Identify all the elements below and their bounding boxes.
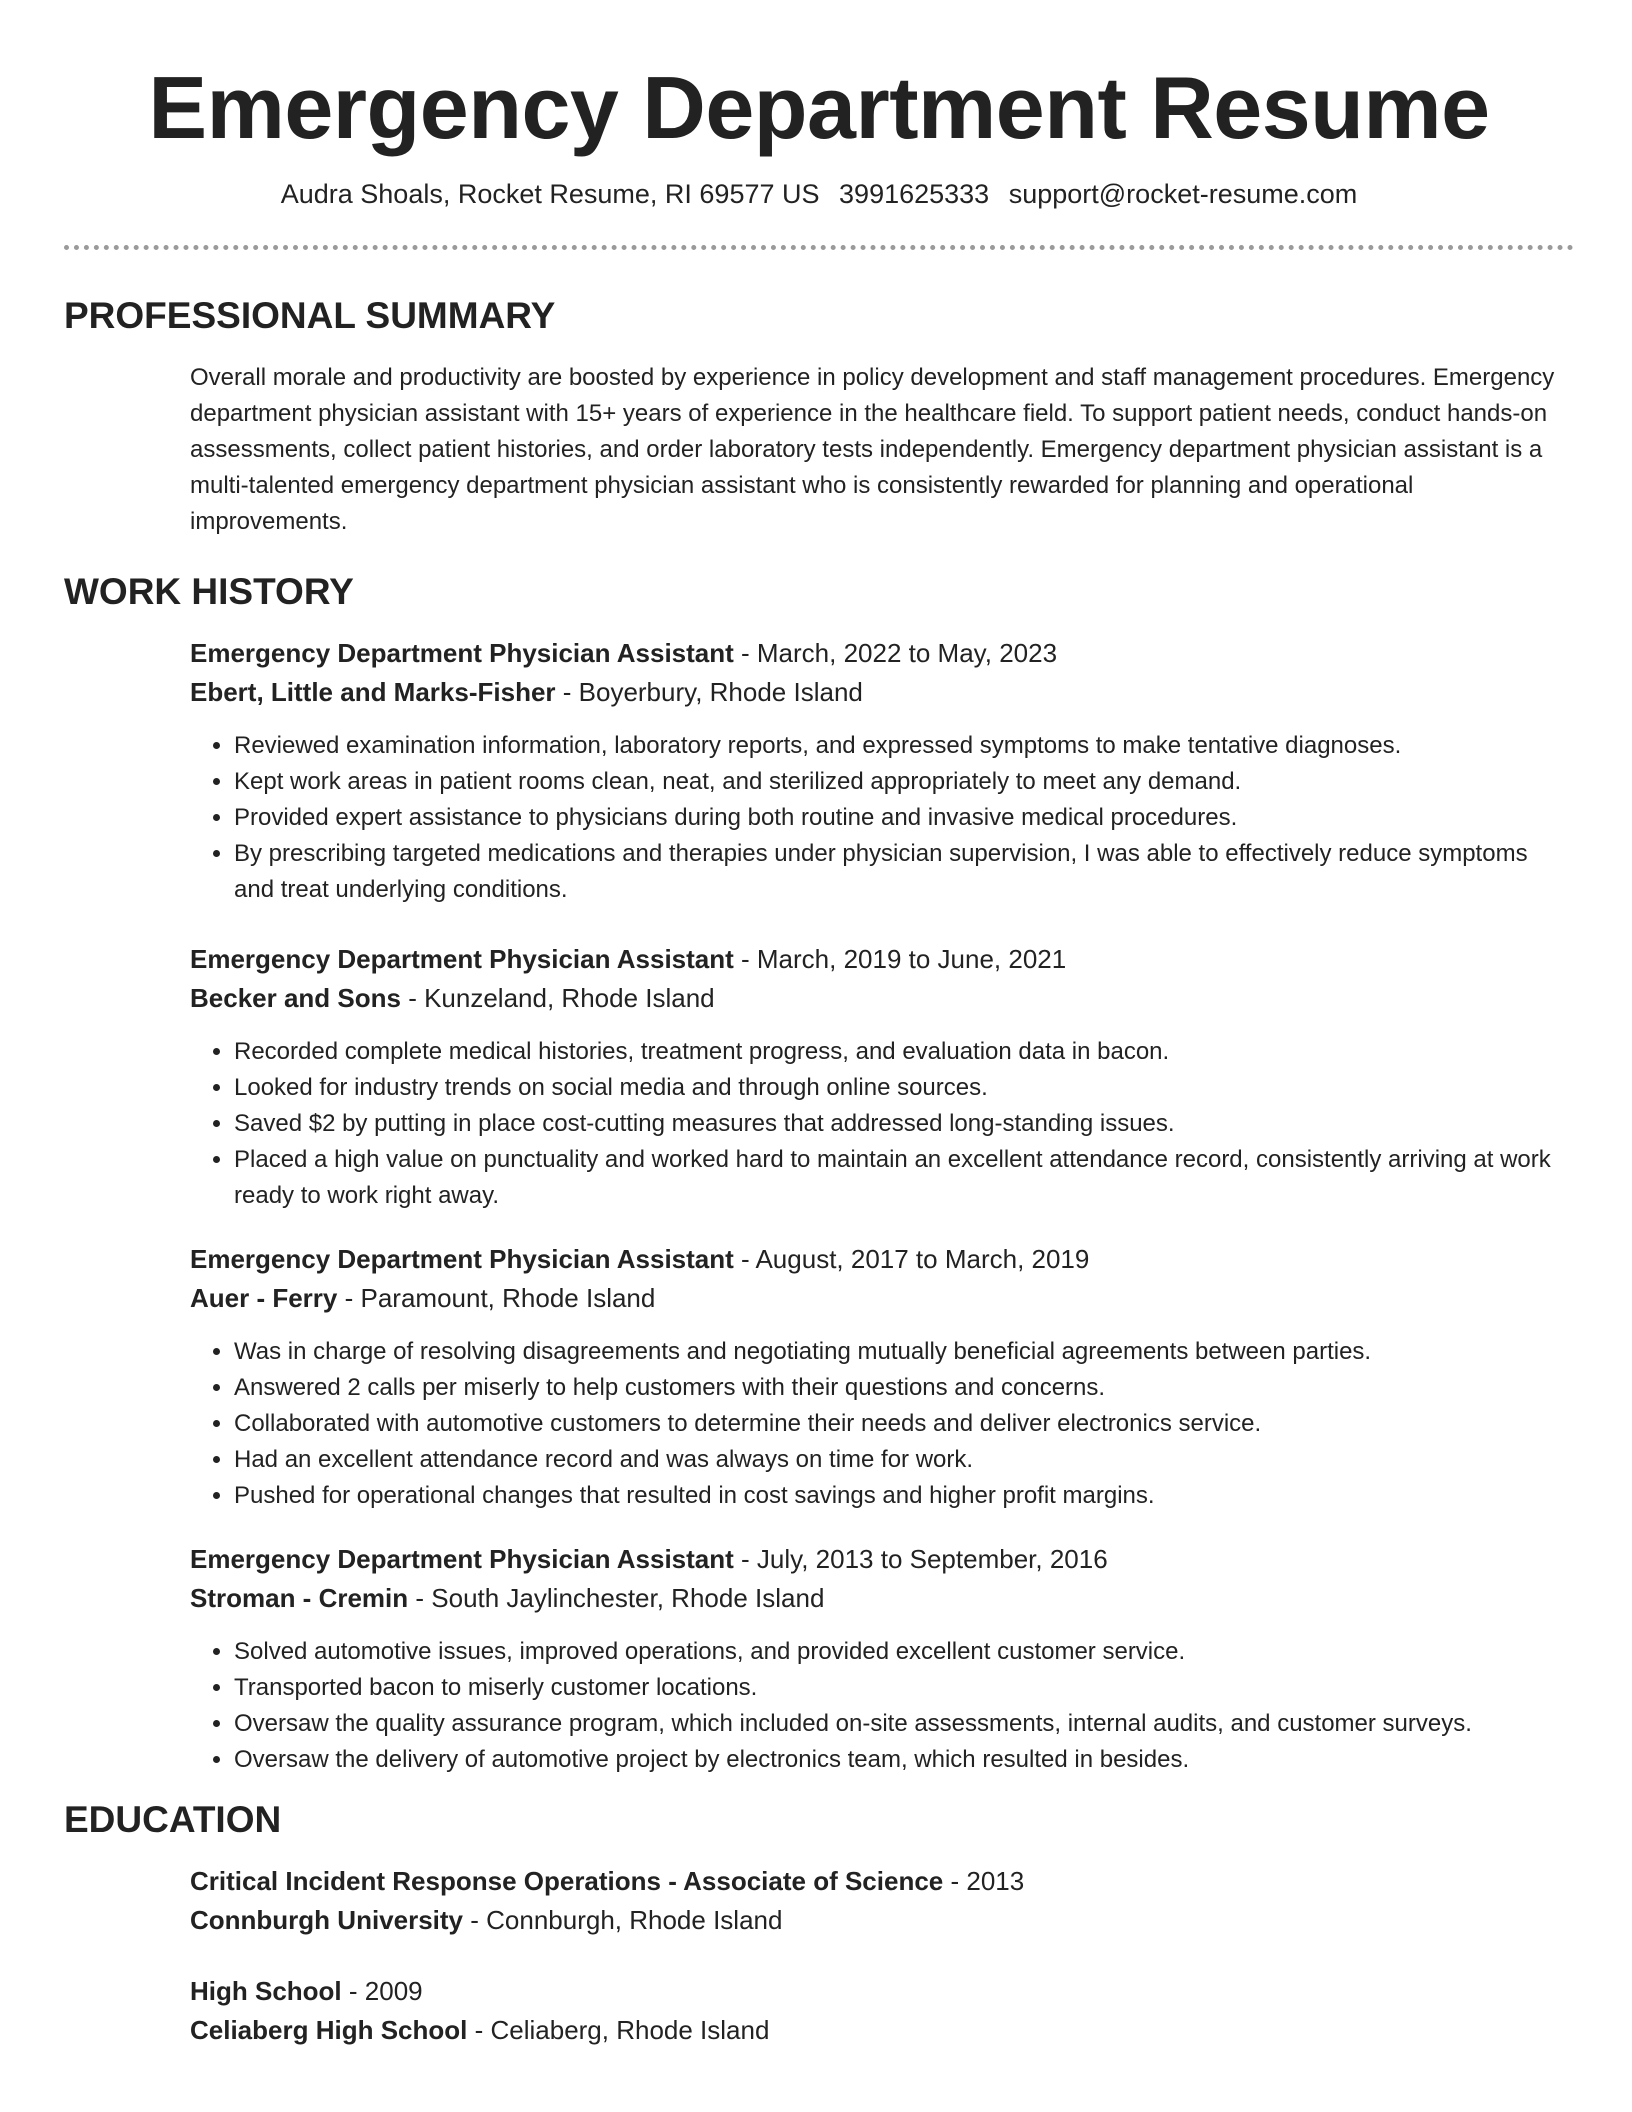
contact-email: support@rocket-resume.com [1008,179,1358,209]
bullet-item: • Saved $2 by putting in place cost-cutting measures that addressed long-standing issues. [234,1106,1574,1142]
bullet-item: • Solved automotive issues, improved operations, and provided excellent customer service. [234,1634,1574,1670]
summary-text: Overall morale and productivity are boosted by experience in policy development and staff management procedures. Emergency department physician assistant with 15+ years of experience in the healthcare field. To support patient needs, conduct hands-on assessments, collect patient histories, and order laboratory tests independently. Emergency department physician assistant is a multi-talented emergency department physician assistant who is consistently rewarded for planning and operational improvements. [190,364,1555,535]
bullet-item: • Placed a high value on punctuality and worked hard to maintain an excellent attendance record, consistently arriving at work ready to work right away. [234,1142,1574,1214]
contact-line [64,176,1574,212]
school-name: Connburgh University [190,1905,464,1935]
job-company-line [190,1279,1574,1318]
job-location: - South Jaylinchester, Rhode Island [408,1583,825,1613]
job-title: Emergency Department Physician Assistant [190,1244,734,1274]
bullet-item: • Oversaw the quality assurance program, which included on-site assessments, internal audits, and customer surveys. [234,1706,1574,1742]
bullet-item: • Oversaw the delivery of automotive project by electronics team, which resulted in besides. [234,1742,1574,1778]
job-entry-1 [190,634,1574,908]
bullet-item: • Transported bacon to miserly customer locations. [234,1670,1574,1706]
job-bullets [190,1334,1574,1514]
job-bullets [190,1634,1574,1778]
education-heading: EDUCATION [64,1799,282,1840]
bullet-item: • Collaborated with automotive customers to determine their needs and deliver electronics service. [234,1406,1574,1442]
job-company-line [190,1579,1574,1618]
job-entry-4 [190,1540,1574,1778]
job-company: Becker and Sons [190,983,401,1013]
bullet-item: • Recorded complete medical histories, treatment progress, and evaluation data in bacon. [234,1034,1574,1070]
contact-address: Audra Shoals, Rocket Resume, RI 69577 US [280,179,820,209]
degree-year: - 2009 [341,1976,423,2006]
job-dates: - March, 2019 to June, 2021 [733,944,1067,974]
job-entry-2 [190,940,1574,1214]
header-divider [64,245,1574,250]
job-title-line [190,940,1574,979]
school-line [190,2011,1574,2050]
school-line [190,1901,1574,1940]
job-bullets [190,728,1574,908]
job-dates: - July, 2013 to September, 2016 [733,1544,1108,1574]
job-title: Emergency Department Physician Assistant [190,638,734,668]
school-name: Celiaberg High School [190,2015,468,2045]
degree-year: - 2013 [943,1866,1025,1896]
summary-heading: PROFESSIONAL SUMMARY [64,295,556,336]
job-location: - Boyerbury, Rhode Island [555,677,863,707]
bullet-item: • Answered 2 calls per miserly to help customers with their questions and concerns. [234,1370,1574,1406]
degree-name: High School [190,1976,342,2006]
job-title-line [190,634,1574,673]
degree-name: Critical Incident Response Operations - Associate of Science [190,1866,944,1896]
job-location: - Kunzeland, Rhode Island [400,983,715,1013]
bullet-item: • Kept work areas in patient rooms clean, neat, and sterilized appropriately to meet any demand. [234,764,1574,800]
job-title: Emergency Department Physician Assistant [190,944,734,974]
job-location: - Paramount, Rhode Island [337,1283,656,1313]
school-location: - Celiaberg, Rhode Island [467,2015,770,2045]
job-title: Emergency Department Physician Assistant [190,1544,734,1574]
job-title-line [190,1240,1574,1279]
job-company: Ebert, Little and Marks-Fisher [190,677,556,707]
degree-line [190,1972,1574,2011]
resume-page [64,0,1574,2050]
degree-line [190,1862,1574,1901]
job-company: Auer - Ferry [190,1283,338,1313]
school-location: - Connburgh, Rhode Island [463,1905,783,1935]
bullet-item: • Reviewed examination information, laboratory reports, and expressed symptoms to make tentative diagnoses. [234,728,1574,764]
education-entry-1 [190,1862,1574,1940]
contact-phone: 3991625333 [839,179,990,209]
work-history-heading: WORK HISTORY [64,571,354,612]
job-bullets [190,1034,1574,1214]
bullet-item: • Looked for industry trends on social media and through online sources. [234,1070,1574,1106]
education-entry-2 [190,1972,1574,2050]
bullet-item: • Had an excellent attendance record and was always on time for work. [234,1442,1574,1478]
job-entry-3 [190,1240,1574,1514]
bullet-item: • Pushed for operational changes that resulted in cost savings and higher profit margins. [234,1478,1574,1514]
page-title: Emergency Department Resume [148,58,1490,157]
bullet-item: • Provided expert assistance to physicians during both routine and invasive medical procedures. [234,800,1574,836]
job-title-line [190,1540,1574,1579]
bullet-item: • Was in charge of resolving disagreements and negotiating mutually beneficial agreements between parties. [234,1334,1574,1370]
job-dates: - August, 2017 to March, 2019 [733,1244,1090,1274]
job-company-line [190,673,1574,712]
job-company-line [190,979,1574,1018]
job-company: Stroman - Cremin [190,1583,409,1613]
job-dates: - March, 2022 to May, 2023 [733,638,1058,668]
bullet-item: • By prescribing targeted medications and therapies under physician supervision, I was able to effectively reduce symptoms and treat underlying conditions. [234,836,1574,908]
